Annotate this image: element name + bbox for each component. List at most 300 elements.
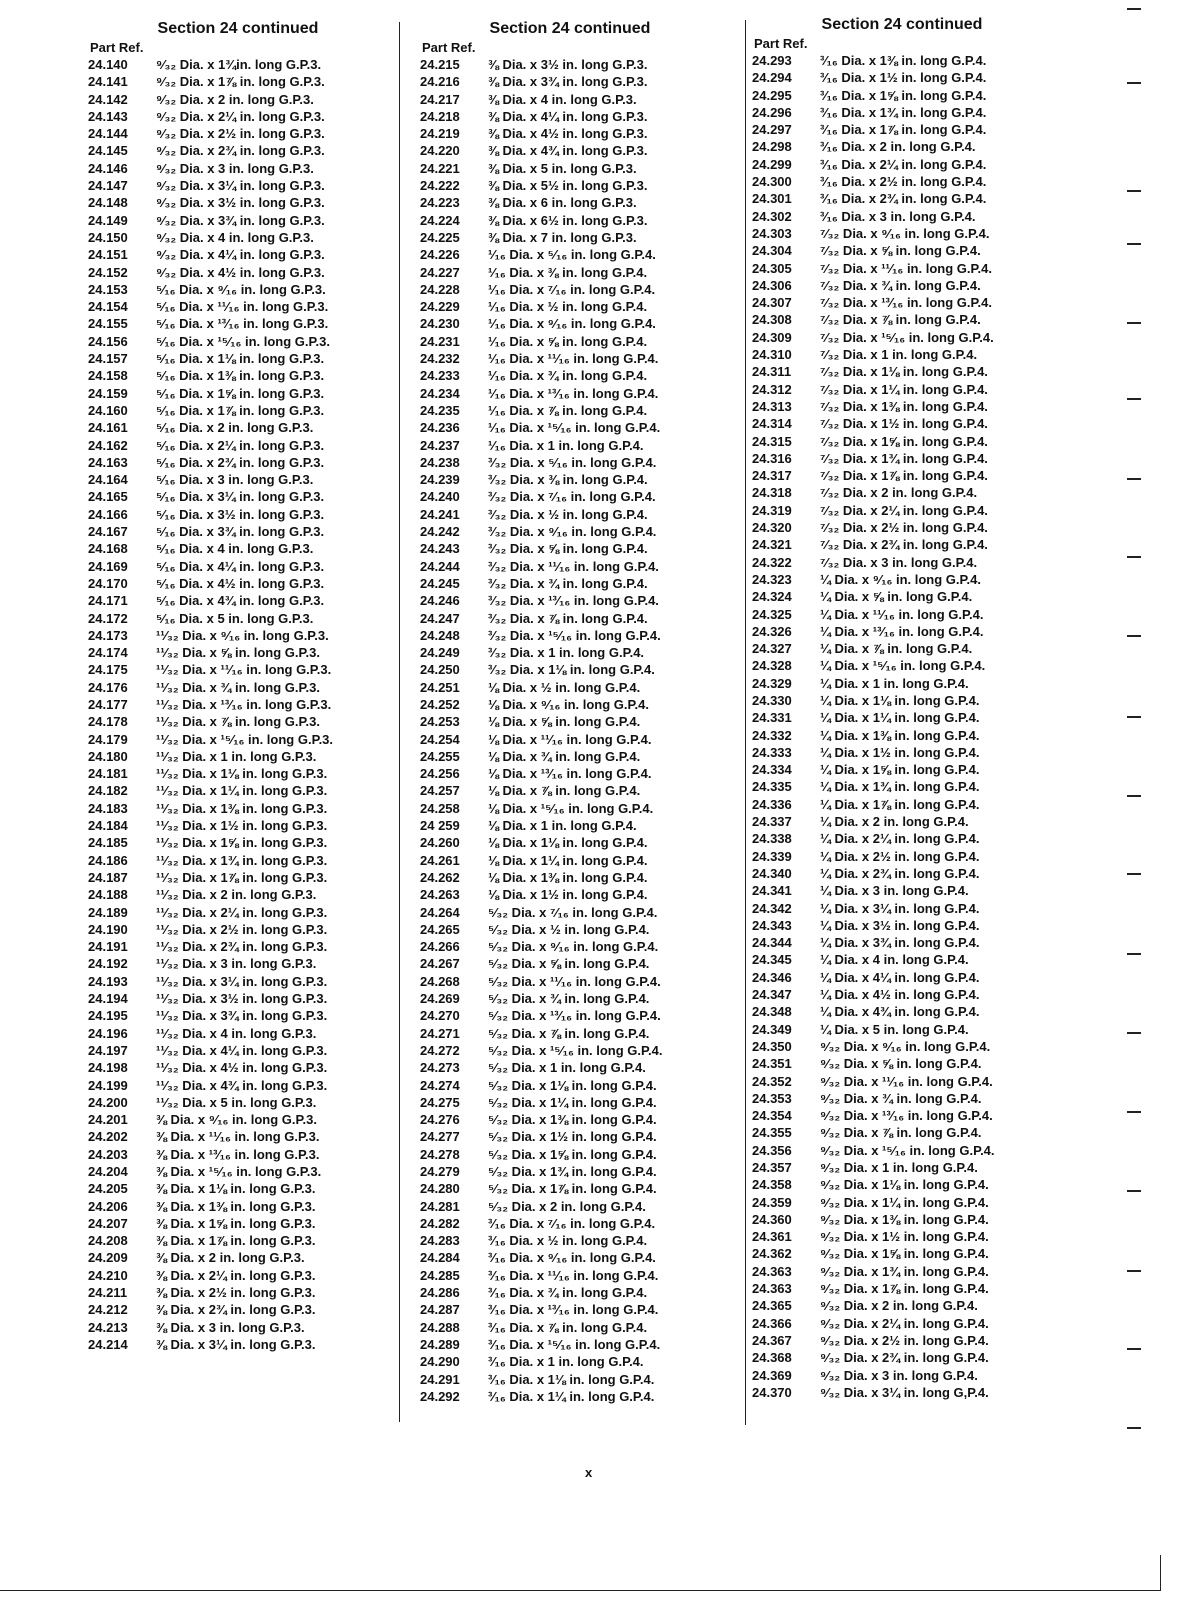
list-item: [420, 1353, 750, 1370]
part-ref: 24.343: [752, 917, 792, 933]
part-ref: 24.150: [88, 229, 128, 245]
part-ref: 24.172: [88, 610, 128, 626]
part-description: ⁷⁄₃₂ Dia. x ⅝ in. long G.P.4.: [820, 243, 981, 259]
list-item: [752, 606, 1082, 623]
list-item: [88, 1059, 408, 1076]
list-item: [88, 765, 408, 782]
part-ref: 24.145: [88, 143, 128, 159]
part-description: ⁵⁄₃₂ Dia. x ⅞ in. long G.P.4.: [488, 1025, 650, 1041]
part-ref: 24.283: [420, 1233, 460, 1249]
part-ref: 24.325: [752, 606, 792, 622]
list-item: [420, 523, 750, 540]
list-item: [88, 1267, 408, 1284]
part-ref: 24.318: [752, 485, 792, 501]
part-ref: 24.159: [88, 385, 128, 401]
list-item: [752, 190, 1082, 207]
list-item: [752, 830, 1082, 847]
part-ref: 24.269: [420, 991, 460, 1007]
part-ref: 24.202: [88, 1129, 128, 1145]
part-ref: 24.336: [752, 796, 792, 812]
list-item: [420, 540, 750, 557]
part-ref: 24.178: [88, 714, 128, 730]
list-item: [420, 125, 750, 142]
part-ref: 24.179: [88, 731, 128, 747]
list-item: [88, 246, 408, 263]
part-description: ¹¹⁄₃₂ Dia. x 1 in. long G.P.3.: [156, 748, 317, 764]
part-ref: 24.246: [420, 593, 460, 609]
part-description: ¼ Dia. x ¹⁵⁄₁₆ in. long G.P.4.: [820, 658, 986, 674]
part-ref: 24.300: [752, 174, 792, 190]
part-ref: 24.285: [420, 1267, 460, 1283]
list-item: [420, 1111, 750, 1128]
part-description: ⁵⁄₃₂ Dia. x 1½ in. long G.P.4.: [488, 1129, 657, 1145]
part-description: ⁷⁄₃₂ Dia. x 1⅛ in. long G.P.4.: [820, 364, 988, 380]
part-description: ⁵⁄₃₂ Dia. x ⁷⁄₁₆ in. long G.P.4.: [488, 904, 658, 920]
list-item: [420, 454, 750, 471]
part-description: ⁹⁄₃₂ Dia. x ¹³⁄₁₆ in. long G.P.4.: [820, 1108, 993, 1124]
list-item: [752, 554, 1082, 571]
part-ref: 24.154: [88, 299, 128, 315]
parts-list: [420, 56, 750, 1405]
list-item: [752, 1003, 1082, 1020]
list-item: [752, 761, 1082, 778]
part-description: ⁷⁄₃₂ Dia. x 1¼ in. long G.P.4.: [820, 381, 988, 397]
part-description: ⁷⁄₃₂ Dia. x 1⅝ in. long G.P.4.: [820, 433, 988, 449]
part-ref: 24.147: [88, 178, 128, 194]
part-ref: 24.227: [420, 264, 460, 280]
list-item: [88, 592, 408, 609]
part-ref: 24.335: [752, 779, 792, 795]
list-item: [752, 433, 1082, 450]
part-description: ⁹⁄₃₂ Dia. x 1¾in. long G.P.3.: [156, 57, 322, 72]
part-description: ⁵⁄₁₆ Dia. x 3 in. long G.P.3.: [156, 472, 314, 488]
part-description: ⁷⁄₃₂ Dia. x 2½ in. long G.P.4.: [820, 520, 988, 536]
part-description: ¹¹⁄₃₂ Dia. x 5 in. long G.P.3.: [156, 1094, 317, 1110]
list-item: [752, 1384, 1082, 1401]
part-ref: 24.186: [88, 852, 128, 868]
part-description: ⅜ Dia. x 2¼ in. long G.P.3.: [156, 1267, 316, 1283]
part-ref: 24.289: [420, 1336, 460, 1352]
part-description: ¼ Dia. x 1⅝ in. long G.P.4.: [820, 762, 980, 778]
list-item: [88, 852, 408, 869]
part-description: ¹¹⁄₃₂ Dia. x ⅞ in. long G.P.3.: [156, 714, 320, 730]
list-item: [420, 402, 750, 419]
part-ref: 24.183: [88, 800, 128, 816]
column-title: Section 24 continued: [489, 20, 651, 37]
part-description: ⅛ Dia. x ½ in. long G.P.4.: [488, 679, 641, 695]
list-item: [752, 675, 1082, 692]
part-description: ⁹⁄₃₂ Dia. x 2¼ in. long G.P.3.: [156, 108, 325, 124]
list-item: [88, 1215, 408, 1232]
part-ref: 24.162: [88, 437, 128, 453]
part-ref: 24.281: [420, 1198, 460, 1214]
list-item: [88, 955, 408, 972]
part-ref: 24.173: [88, 627, 128, 643]
list-item: [752, 346, 1082, 363]
list-item: [420, 904, 750, 921]
part-ref: 24.234: [420, 385, 460, 401]
part-description: ⁹⁄₃₂ Dia. x 2 in. long G.P.4.: [820, 1298, 978, 1314]
part-ref: 24.305: [752, 260, 792, 276]
part-description: ³⁄₁₆ Dia. x 1¼ in. long G.P.4.: [488, 1388, 655, 1404]
part-description: ¹⁄₁₆ Dia. x ¹³⁄₁₆ in. long G.P.4.: [488, 385, 659, 401]
part-ref: 24.219: [420, 126, 460, 142]
list-item: [420, 921, 750, 938]
part-ref: 24.261: [420, 852, 460, 868]
part-description: ⅛ Dia. x 1¼ in. long G.P.4.: [488, 852, 648, 868]
part-ref: 24.271: [420, 1025, 460, 1041]
column-title: Section 24 continued: [821, 16, 983, 33]
part-description: ⅛ Dia. x 1 in. long G.P.4.: [488, 818, 637, 834]
part-ref: 24.266: [420, 939, 460, 955]
part-ref: 24.169: [88, 558, 128, 574]
part-ref: 24.255: [420, 748, 460, 764]
part-description: ¼ Dia. x 2 in. long G.P.4.: [820, 814, 969, 830]
part-ref: 24.231: [420, 333, 460, 349]
part-ref: 24.218: [420, 108, 460, 124]
part-ref: 24.321: [752, 537, 792, 553]
part-description: ³⁄₁₆ Dia. x ¾ in. long G.P.4.: [488, 1285, 648, 1301]
part-ref: 24.200: [88, 1094, 128, 1110]
list-item: [88, 385, 408, 402]
list-item: [88, 73, 408, 90]
part-ref: 24.253: [420, 714, 460, 730]
part-ref: 24.256: [420, 766, 460, 782]
part-ref: 24.160: [88, 402, 128, 418]
part-description: ³⁄₃₂ Dia. x ½ in. long G.P.4.: [488, 506, 648, 522]
part-ref: 24.351: [752, 1056, 792, 1072]
page-corner-rule: [1160, 1555, 1161, 1591]
part-ref: 24.257: [420, 783, 460, 799]
part-ref: 24.223: [420, 195, 460, 211]
list-item: [88, 471, 408, 488]
list-item: [752, 744, 1082, 761]
part-description: ⅛ Dia. x 1⅜ in. long G.P.4.: [488, 869, 648, 885]
part-description: ⁹⁄₃₂ Dia. x 3 in. long G.P.4.: [820, 1367, 978, 1383]
part-ref: 24.155: [88, 316, 128, 332]
list-item: [752, 484, 1082, 501]
list-item: [88, 973, 408, 990]
list-item: [752, 623, 1082, 640]
part-ref: 24.144: [88, 126, 128, 142]
list-item: [420, 1198, 750, 1215]
part-ref: 24.297: [752, 122, 792, 138]
part-description: ³⁄₃₂ Dia. x ⁷⁄₁₆ in. long G.P.4.: [488, 489, 656, 505]
part-description: ⅛ Dia. x ⅝ in. long G.P.4.: [488, 714, 641, 730]
part-ref: 24.328: [752, 658, 792, 674]
parts-list: [752, 52, 1082, 1401]
part-ref: 24.276: [420, 1112, 460, 1128]
part-description: ⁵⁄₁₆ Dia. x 2¼ in. long G.P.3.: [156, 437, 325, 453]
part-ref: 24.189: [88, 904, 128, 920]
part-description: ⅛ Dia. x ¹¹⁄₁₆ in. long G.P.4.: [488, 731, 652, 747]
part-description: ³⁄₁₆ Dia. x ⁷⁄₁₆ in. long G.P.4.: [488, 1215, 656, 1231]
margin-mark: [1127, 795, 1141, 797]
part-ref: 24.327: [752, 641, 792, 657]
list-item: [88, 1042, 408, 1059]
part-ref: 24.190: [88, 921, 128, 937]
part-ref: 24.222: [420, 178, 460, 194]
part-description: ¼ Dia. x 4¾ in. long G.P.4.: [820, 1004, 980, 1020]
column-3: [752, 16, 1082, 1401]
part-description: ¼ Dia. x 1½ in. long G.P.4.: [820, 744, 980, 760]
list-item: [88, 1111, 408, 1128]
part-description: ³⁄₁₆ Dia. x 2¾ in. long G.P.4.: [820, 191, 987, 207]
part-description: ¹¹⁄₃₂ Dia. x 4½ in. long G.P.3.: [156, 1060, 328, 1076]
list-item: [88, 212, 408, 229]
part-description: ⁹⁄₃₂ Dia. x 1¾ in. long G.P.4.: [820, 1263, 989, 1279]
list-item: [88, 1007, 408, 1024]
part-ref: 24.197: [88, 1042, 128, 1058]
part-ref: 24.151: [88, 247, 128, 263]
part-description: ⁵⁄₃₂ Dia. x 1¼ in. long G.P.4.: [488, 1094, 657, 1110]
part-description: ¹⁄₁₆ Dia. x ⁷⁄₁₆ in. long G.P.4.: [488, 281, 656, 297]
part-ref: 24.355: [752, 1125, 792, 1141]
part-ref: 24.216: [420, 74, 460, 90]
part-description: ⁵⁄₃₂ Dia. x ⁹⁄₁₆ in. long G.P.4.: [488, 939, 659, 955]
list-item: [420, 800, 750, 817]
list-item: [88, 1025, 408, 1042]
list-item: [420, 1180, 750, 1197]
part-description: ⅜ Dia. x 4¼ in. long G.P.3.: [488, 108, 648, 124]
part-description: ⁵⁄₃₂ Dia. x ¹¹⁄₁₆ in. long G.P.4.: [488, 973, 661, 989]
part-ref: 24.309: [752, 329, 792, 345]
list-item: [88, 367, 408, 384]
list-item: [88, 558, 408, 575]
part-ref: 24.226: [420, 247, 460, 263]
part-description: ⅜ Dia. x ⁹⁄₁₆ in. long G.P.3.: [156, 1112, 317, 1128]
part-description: ⁵⁄₃₂ Dia. x ¹⁵⁄₁₆ in. long G.P.4.: [488, 1042, 663, 1058]
part-description: ¹¹⁄₃₂ Dia. x ¹⁵⁄₁₆ in. long G.P.3.: [156, 731, 334, 747]
part-ref: 24.143: [88, 108, 128, 124]
list-item: [752, 796, 1082, 813]
list-item: [88, 990, 408, 1007]
part-ref: 24.341: [752, 883, 792, 899]
list-item: [752, 467, 1082, 484]
part-ref: 24.344: [752, 935, 792, 951]
part-description: ³⁄₃₂ Dia. x 1 in. long G.P.4.: [488, 645, 645, 661]
part-ref: 24.239: [420, 472, 460, 488]
part-ref: 24.212: [88, 1302, 128, 1318]
margin-mark: [1127, 398, 1141, 400]
list-item: [752, 640, 1082, 657]
part-description: ⁷⁄₃₂ Dia. x 1 in. long G.P.4.: [820, 347, 978, 363]
part-ref: 24.187: [88, 869, 128, 885]
part-ref: 24.225: [420, 229, 460, 245]
part-ref: 24.149: [88, 212, 128, 228]
list-item: [88, 1077, 408, 1094]
part-ref: 24.215: [420, 57, 460, 72]
part-description: ¹¹⁄₃₂ Dia. x ¹¹⁄₁₆ in. long G.P.3.: [156, 662, 332, 678]
part-description: ⁹⁄₃₂ Dia. x 3¼ in. long G.P.3.: [156, 178, 325, 194]
part-description: ⅜ Dia. x 4 in. long G.P.3.: [488, 91, 637, 107]
list-item: [88, 904, 408, 921]
list-item: [88, 160, 408, 177]
part-description: ³⁄₁₆ Dia. x ¹³⁄₁₆ in. long G.P.4.: [488, 1302, 659, 1318]
page-folio: x: [585, 1465, 593, 1480]
part-ref: 24.250: [420, 662, 460, 678]
column-divider: [399, 22, 400, 1422]
part-description: ¹¹⁄₃₂ Dia. x 1⅜ in. long G.P.3.: [156, 800, 328, 816]
list-item: [88, 679, 408, 696]
list-item: [88, 333, 408, 350]
list-item: [88, 56, 408, 73]
part-description: ¼ Dia. x 3¾ in. long G.P.4.: [820, 935, 980, 951]
part-ref: 24.170: [88, 575, 128, 591]
part-description: ⅜ Dia. x ¹¹⁄₁₆ in. long G.P.3.: [156, 1129, 320, 1145]
part-ref: 24.176: [88, 679, 128, 695]
part-ref: 24.330: [752, 692, 792, 708]
part-ref: 24.192: [88, 956, 128, 972]
list-item: [88, 125, 408, 142]
list-item: [88, 488, 408, 505]
part-description: ⁹⁄₃₂ Dia. x 1⅛ in. long G.P.4.: [820, 1177, 989, 1193]
list-item: [752, 1124, 1082, 1141]
part-ref: 24.326: [752, 623, 792, 639]
part-description: ⅜ Dia. x 4½ in. long G.P.3.: [488, 126, 648, 142]
list-item: [752, 363, 1082, 380]
margin-mark: [1127, 243, 1141, 245]
part-description: ¼ Dia. x 1 in. long G.P.4.: [820, 675, 969, 691]
part-description: ⅜ Dia. x 6 in. long G.P.3.: [488, 195, 637, 211]
part-description: ¹¹⁄₃₂ Dia. x 2 in. long G.P.3.: [156, 887, 317, 903]
list-item: [88, 1180, 408, 1197]
part-ref: 24.284: [420, 1250, 460, 1266]
list-item: [752, 882, 1082, 899]
list-item: [420, 73, 750, 90]
part-description: ⁷⁄₃₂ Dia. x ¹¹⁄₁₆ in. long G.P.4.: [820, 260, 992, 276]
part-description: ⅜ Dia. x 3½ in. long G.P.3.: [488, 57, 648, 72]
list-item: [420, 1215, 750, 1232]
list-item: [420, 315, 750, 332]
list-item: [752, 519, 1082, 536]
part-ref: 24 259: [420, 818, 460, 834]
list-item: [752, 848, 1082, 865]
column-title: Section 24 continued: [157, 20, 319, 37]
part-description: ¹⁄₁₆ Dia. x ¹⁵⁄₁₆ in. long G.P.4.: [488, 420, 661, 436]
part-description: ¼ Dia. x 3 in. long G.P.4.: [820, 883, 969, 899]
part-ref: 24.153: [88, 281, 128, 297]
part-description: ³⁄₁₆ Dia. x 1⅞ in. long G.P.4.: [820, 122, 987, 138]
part-description: ¼ Dia. x 2¾ in. long G.P.4.: [820, 865, 980, 881]
margin-mark: [1127, 873, 1141, 875]
list-item: [420, 869, 750, 886]
list-item: [752, 1073, 1082, 1090]
part-ref: 24.185: [88, 835, 128, 851]
part-ref: 24.142: [88, 91, 128, 107]
part-description: ⅜ Dia. x 1⅞ in. long G.P.3.: [156, 1233, 316, 1249]
part-ref: 24.203: [88, 1146, 128, 1162]
part-ref: 24.319: [752, 502, 792, 518]
list-item: [752, 1055, 1082, 1072]
margin-mark: [1127, 1032, 1141, 1034]
list-item: [88, 748, 408, 765]
part-ref: 24.243: [420, 541, 460, 557]
part-description: ⁷⁄₃₂ Dia. x 1¾ in. long G.P.4.: [820, 450, 988, 466]
part-description: ¼ Dia. x ⅝ in. long G.P.4.: [820, 589, 973, 605]
part-ref: 24.249: [420, 645, 460, 661]
part-ref: 24.288: [420, 1319, 460, 1335]
part-description: ⅜ Dia. x 1⅝ in. long G.P.3.: [156, 1215, 316, 1231]
list-item: [420, 1388, 750, 1405]
part-description: ⁹⁄₃₂ Dia. x ⅝ in. long G.P.4.: [820, 1056, 982, 1072]
part-description: ⁵⁄₁₆ Dia. x 4¾ in. long G.P.3.: [156, 593, 325, 609]
part-description: ¹⁄₁₆ Dia. x ⁵⁄₁₆ in. long G.P.4.: [488, 247, 656, 263]
part-ref: 24.254: [420, 731, 460, 747]
list-item: [88, 350, 408, 367]
part-ref: 24.275: [420, 1094, 460, 1110]
list-item: [752, 865, 1082, 882]
part-ref: 24.205: [88, 1181, 128, 1197]
part-description: ⅜ Dia. x 3¾ in. long G.P.3.: [488, 74, 648, 90]
part-description: ⁹⁄₃₂ Dia. x 1⅞ in. long G.P.4.: [820, 1281, 989, 1297]
part-description: ¹¹⁄₃₂ Dia. x ¹³⁄₁₆ in. long G.P.3.: [156, 696, 332, 712]
list-item: [88, 627, 408, 644]
part-description: ⅛ Dia. x 1⅛ in. long G.P.4.: [488, 835, 648, 851]
part-description: ³⁄₁₆ Dia. x 2 in. long G.P.4.: [820, 139, 976, 155]
part-description: ⁷⁄₃₂ Dia. x ⁹⁄₁₆ in. long G.P.4.: [820, 225, 990, 241]
list-item: [420, 1007, 750, 1024]
column-subtitle: Part Ref.: [754, 36, 808, 51]
part-description: ⁹⁄₃₂ Dia. x 3 in. long G.P.3.: [156, 160, 314, 176]
part-description: ⅛ Dia. x ¹³⁄₁₆ in. long G.P.4.: [488, 766, 652, 782]
part-description: ⁷⁄₃₂ Dia. x 3 in. long G.P.4.: [820, 554, 978, 570]
part-description: ⅜ Dia. x 4¾ in. long G.P.3.: [488, 143, 648, 159]
list-item: [88, 177, 408, 194]
part-description: ⁵⁄₃₂ Dia. x ½ in. long G.P.4.: [488, 921, 650, 937]
part-description: ¹⁄₁₆ Dia. x ⅞ in. long G.P.4.: [488, 402, 648, 418]
list-item: [752, 277, 1082, 294]
part-ref: 24.323: [752, 571, 792, 587]
part-description: ¼ Dia. x 4 in. long G.P.4.: [820, 952, 969, 968]
part-ref: 24.181: [88, 766, 128, 782]
list-item: [420, 748, 750, 765]
list-item: [88, 834, 408, 851]
part-ref: 24.229: [420, 299, 460, 315]
list-item: [420, 1284, 750, 1301]
part-ref: 24.303: [752, 225, 792, 241]
part-description: ⁹⁄₃₂ Dia. x ¹⁵⁄₁₆ in. long G.P.4.: [820, 1142, 995, 1158]
part-description: ¹⁄₁₆ Dia. x ¾ in. long G.P.4.: [488, 368, 648, 384]
part-ref: 24.315: [752, 433, 792, 449]
part-ref: 24.233: [420, 368, 460, 384]
part-description: ¼ Dia. x 2¼ in. long G.P.4.: [820, 831, 980, 847]
column-subtitle: Part Ref.: [90, 40, 144, 55]
list-item: [88, 1198, 408, 1215]
list-item: [420, 1249, 750, 1266]
part-ref: 24.163: [88, 454, 128, 470]
part-ref: 24.278: [420, 1146, 460, 1162]
part-ref: 24.248: [420, 627, 460, 643]
part-description: ³⁄₁₆ Dia. x 1⅜ in. long G.P.4.: [820, 53, 987, 68]
list-item: [752, 398, 1082, 415]
part-description: ⁹⁄₃₂ Dia. x 4½ in. long G.P.3.: [156, 264, 325, 280]
list-item: [88, 610, 408, 627]
part-ref: 24.316: [752, 450, 792, 466]
part-description: ¹⁄₁₆ Dia. x ½ in. long G.P.4.: [488, 299, 648, 315]
list-item: [420, 108, 750, 125]
list-item: [752, 294, 1082, 311]
part-description: ³⁄₁₆ Dia. x 3 in. long G.P.4.: [820, 208, 976, 224]
part-description: ⅛ Dia. x ¾ in. long G.P.4.: [488, 748, 641, 764]
part-description: ⁵⁄₁₆ Dia. x 4¼ in. long G.P.3.: [156, 558, 325, 574]
part-description: ³⁄₃₂ Dia. x 1⅛ in. long G.P.4.: [488, 662, 655, 678]
part-ref: 24.238: [420, 454, 460, 470]
part-description: ⅛ Dia. x ¹⁵⁄₁₆ in. long G.P.4.: [488, 800, 654, 816]
part-ref: 24.280: [420, 1181, 460, 1197]
part-ref: 24.312: [752, 381, 792, 397]
list-item: [420, 852, 750, 869]
